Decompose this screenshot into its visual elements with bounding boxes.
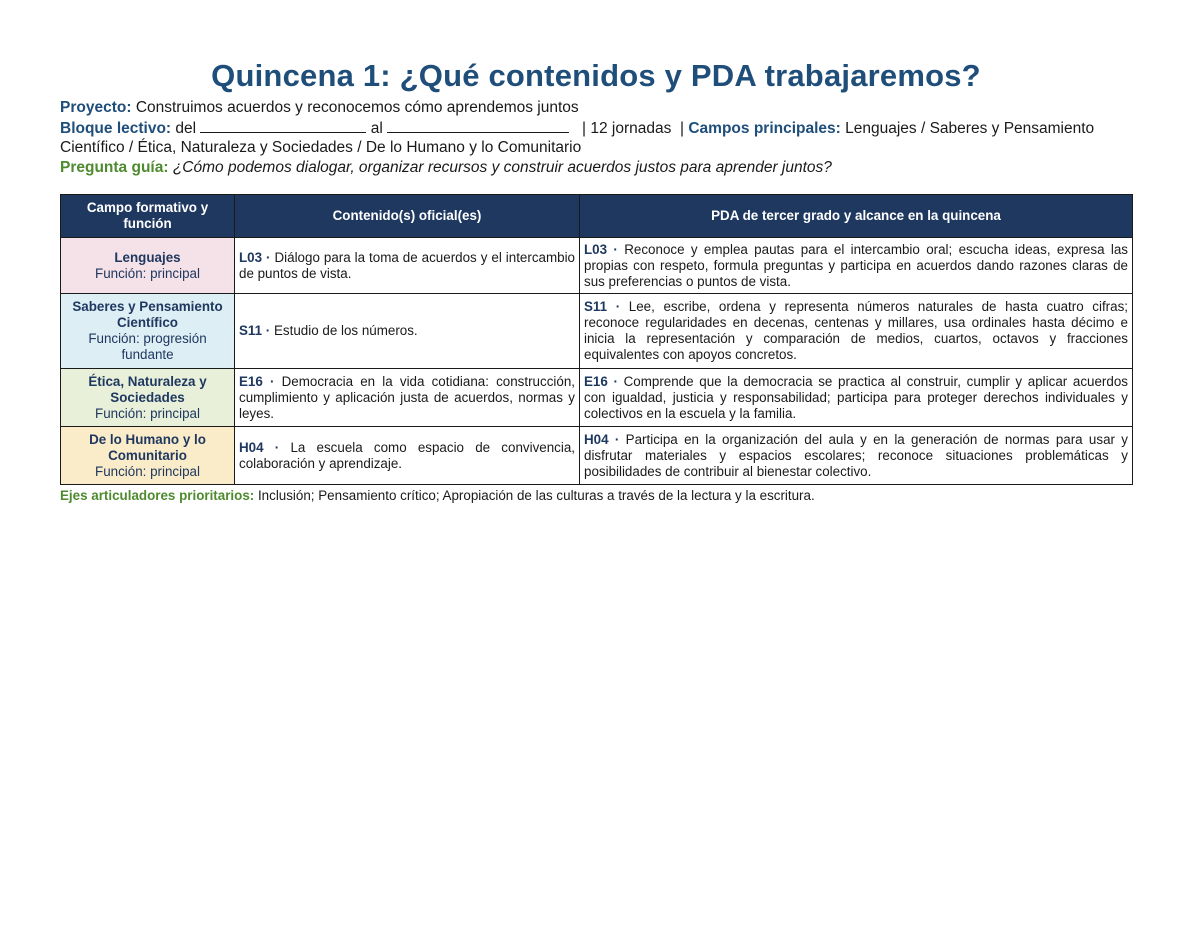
contenido-cell	[235, 427, 580, 485]
pda-cell	[580, 369, 1133, 427]
block-label: Bloque lectivo:	[60, 119, 172, 137]
campo-function: Función: principal	[95, 463, 200, 479]
pda-text: Lee, escribe, ordena y representa números naturales de hasta cuatro cifras; reconoce regularidades en decenas, centenas y millares, usa ordinales hasta décimo e inicia la representación y comparación de medios, cuartos, octavos y fracciones equivalentes con apoyos concretos.	[584, 299, 1128, 362]
contenido-code: H04 ·	[239, 439, 280, 455]
start-date-blank[interactable]	[200, 118, 366, 133]
contenido-code: S11 ·	[239, 323, 271, 338]
ejes-label: Ejes articuladores prioritarios:	[60, 488, 255, 503]
campo-function: Función: progresión fundante	[88, 331, 207, 362]
campo-name: Saberes y Pensamiento Científico	[72, 299, 223, 330]
campo-cell	[61, 369, 235, 427]
pda-code: L03 ·	[584, 241, 618, 257]
end-date-blank[interactable]	[387, 118, 569, 133]
project-value: Construimos acuerdos y reconocemos cómo aprendemos juntos	[135, 99, 579, 116]
pda-cell	[580, 294, 1133, 369]
pda-text: Comprende que la democracia se practica al construir, cumplir y aplicar acuerdos con igualdad, justicia y responsabilidad; participa para proteger derechos individuales y colectivos en la escuela y la familia.	[584, 373, 1128, 421]
header-campo: Campo formativo y función	[61, 195, 235, 238]
contenido-code: L03 ·	[239, 249, 271, 265]
pda-text: Reconoce y emplea pautas para el intercambio oral; escucha ideas, expresa las propias con respeto, formula preguntas y participa en acuerdos dando razones claras de sus preferencias o puntos de vista.	[584, 241, 1128, 289]
pda-text: Participa en la organización del aula y en la generación de normas para usar y disfrutar materiales y espacios escolares; reconoce situaciones problemáticas y posibilidades de contribuir al bienestar colectivo.	[584, 431, 1128, 479]
contenido-code: E16 ·	[239, 373, 275, 389]
header-pda: PDA de tercer grado y alcance en la quincena	[580, 195, 1133, 238]
guide-label: Pregunta guía:	[60, 158, 169, 176]
ejes-line	[60, 488, 1132, 503]
table-header-row	[61, 195, 1133, 238]
pda-code: S11 ·	[584, 299, 621, 314]
campo-cell	[61, 294, 235, 369]
contenido-text: Democracia en la vida cotidiana: construcción, cumplimiento y aplicación justa de acuerdos, normas y leyes.	[239, 373, 575, 421]
document-page	[60, 58, 1132, 503]
planning-table	[60, 194, 1133, 485]
fields-label: Campos principales:	[688, 119, 841, 137]
campo-function: Función: principal	[95, 405, 200, 421]
table-row	[61, 369, 1133, 427]
header-contenido: Contenido(s) oficial(es)	[235, 195, 580, 238]
block-to-label: al	[370, 119, 383, 137]
contenido-text: Diálogo para la toma de acuerdos y el intercambio de puntos de vista.	[239, 249, 575, 281]
pda-cell	[580, 427, 1133, 485]
project-label: Proyecto:	[60, 99, 132, 116]
table-row	[61, 238, 1133, 294]
campo-name: Ética, Naturaleza y Sociedades	[88, 373, 207, 405]
page-title: Quincena 1: ¿Qué contenidos y PDA trabajaremos?	[211, 58, 981, 93]
campo-cell	[61, 427, 235, 485]
contenido-cell	[235, 294, 580, 369]
block-from-label: del	[175, 119, 197, 137]
sessions-count: | 12 jornadas	[582, 119, 672, 137]
ejes-value: Inclusión; Pensamiento crítico; Apropiación de las culturas a través de la lectura y la escritura.	[254, 488, 815, 503]
pda-code: E16 ·	[584, 373, 618, 389]
campo-name: Lenguajes	[114, 249, 181, 265]
guide-line	[60, 158, 1132, 178]
contenido-text: Estudio de los números.	[270, 323, 418, 338]
contenido-cell	[235, 238, 580, 294]
project-line	[60, 98, 1132, 118]
guide-question: ¿Cómo podemos dialogar, organizar recursos y construir acuerdos justos para aprender juntos?	[172, 158, 832, 176]
campo-cell	[61, 238, 235, 294]
campo-name: De lo Humano y lo Comunitario	[89, 431, 206, 463]
campo-function: Función: principal	[95, 265, 200, 281]
table-row	[61, 427, 1133, 485]
block-line	[60, 118, 1132, 158]
contenido-text: La escuela como espacio de convivencia, colaboración y aprendizaje.	[239, 439, 575, 471]
pda-cell	[580, 238, 1133, 294]
fields-value: Lenguajes / Saberes y Pensamiento Científico / Ética, Naturaleza y Sociedades / De lo Humano y lo Comunitario	[60, 119, 1095, 156]
pda-code: H04 ·	[584, 431, 620, 447]
contenido-cell	[235, 369, 580, 427]
table-row	[61, 294, 1133, 369]
separator: |	[680, 119, 685, 137]
